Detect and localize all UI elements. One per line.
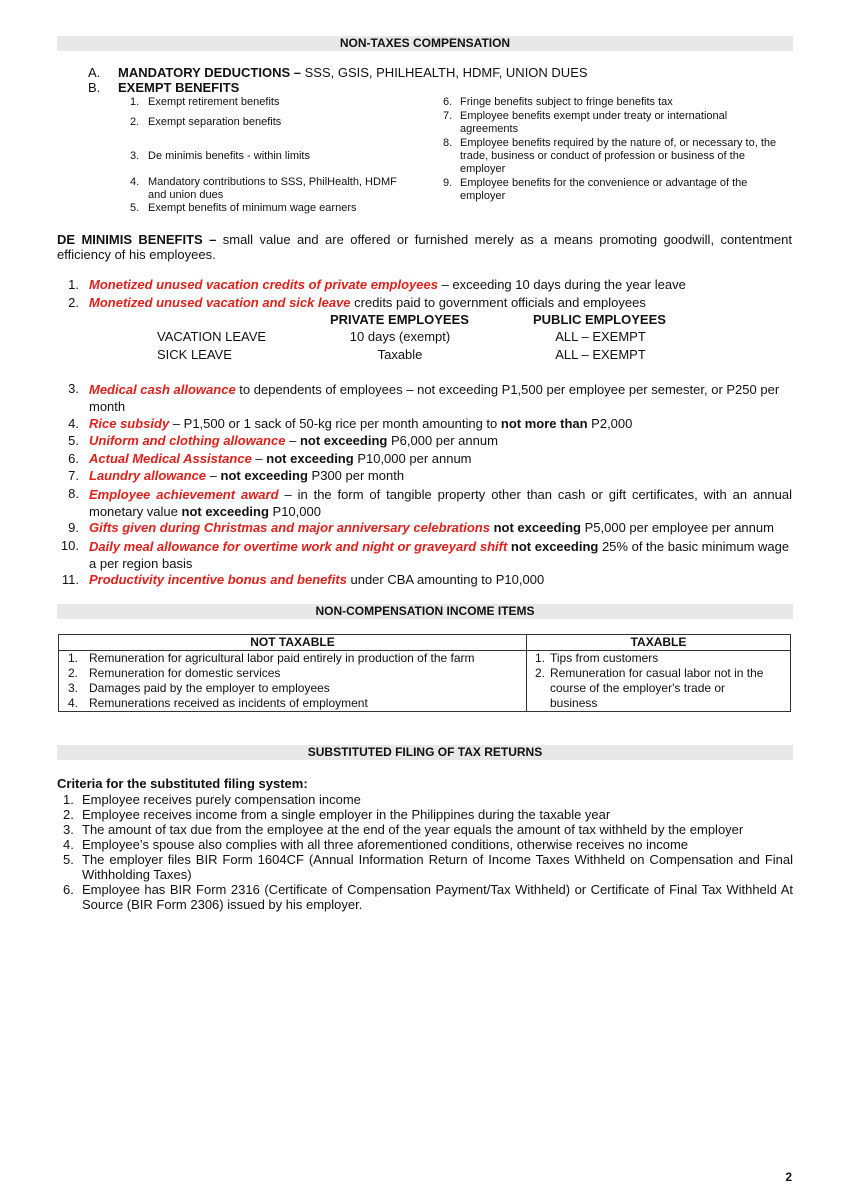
item-red: Monetized unused vacation and sick leave	[89, 295, 351, 310]
leave-row-public: ALL – EXEMPT	[555, 347, 646, 362]
item-bold: not more than	[500, 416, 588, 431]
leave-col-private: PRIVATE EMPLOYEES	[330, 312, 469, 327]
list-item	[57, 852, 793, 882]
item-text2: P10,000 per annum	[353, 451, 472, 466]
section-header-substituted: SUBSTITUTED FILING OF TAX RETURNS	[57, 745, 793, 760]
leave-row-private: Taxable	[377, 347, 423, 362]
list-item	[57, 837, 793, 852]
leave-row-label: VACATION LEAVE	[157, 329, 267, 344]
item-red: Employee achievement award	[89, 487, 279, 502]
list-item	[65, 681, 520, 696]
list-number: 4.	[68, 696, 79, 710]
exempt-item-8: Employee benefits required by the nature of, or necessary to, the trade, business or conduct of profession or business of the employer	[460, 137, 777, 175]
item-number: 2.	[68, 295, 79, 310]
item-number: 1.	[68, 277, 79, 292]
exempt-title: EXEMPT BENEFITS	[118, 80, 240, 95]
list-number: 2.	[63, 807, 74, 822]
item-text2: P2,000	[587, 416, 633, 431]
list-item	[57, 792, 793, 807]
list-text: Employee receives income from a single employer in the Philippines during the taxable year	[82, 807, 611, 822]
item-bold: not exceeding	[181, 504, 269, 519]
item-red: Monetized unused vacation credits of private employees	[89, 277, 438, 292]
exempt-item-6: Fringe benefits subject to fringe benefits tax	[460, 96, 673, 108]
benefit-item-5	[57, 433, 792, 448]
benefit-item-1	[57, 277, 792, 292]
leave-row-private: 10 days (exempt)	[349, 329, 451, 344]
exempt-item-1: Exempt retirement benefits	[148, 96, 280, 108]
list-item	[533, 651, 784, 666]
list-number: 3.	[68, 681, 79, 695]
benefit-item-3	[57, 381, 792, 415]
item-red: Gifts given during Christmas and major anniversary celebrations	[89, 520, 490, 535]
exempt-num-9: 9.	[443, 177, 453, 189]
item-text: –	[285, 433, 300, 448]
exempt-num-5: 5.	[130, 202, 140, 214]
item-bold: not exceeding	[510, 539, 599, 554]
deminimis-desc: small value and are offered or furnished merely as a means promoting goodwill, contentment efficiency of his employees.	[57, 232, 792, 262]
exempt-num-3: 3.	[130, 150, 140, 162]
exempt-num-4: 4.	[130, 176, 140, 188]
exempt-num-2: 2.	[130, 116, 140, 128]
exempt-item-2: Exempt separation benefits	[148, 116, 282, 128]
item-number: 10.	[60, 538, 79, 553]
not-taxable-header: NOT TAXABLE	[59, 635, 527, 651]
list-item	[57, 822, 793, 837]
deminimis-paragraph	[57, 232, 792, 262]
item-number: 9.	[68, 520, 79, 535]
taxable-cell	[527, 651, 791, 712]
list-text: Employee receives purely compensation income	[82, 792, 361, 807]
list-item	[57, 807, 793, 822]
item-text: –	[251, 451, 267, 466]
item-red: Uniform and clothing allowance	[89, 433, 286, 448]
list-text: The amount of tax due from the employee at the end of the year equals the amount of tax withheld by the employer	[82, 822, 744, 837]
benefit-item-7	[57, 468, 792, 483]
item-text: credits paid to government officials and employees	[350, 295, 646, 310]
item-text: – in the form of tangible property other than cash or gift certificates, with an annual monetary value	[89, 487, 792, 519]
list-text: Employee has BIR Form 2316 (Certificate of Compensation Payment/Tax Withheld) or Certificate of Final Tax Withheld At Source (BIR Form 2306) issued by his employer.	[82, 882, 793, 912]
list-text: Remuneration for casual labor not in the course of the employer's trade or business	[550, 666, 764, 710]
item-red: Laundry allowance	[89, 468, 207, 483]
list-item	[533, 666, 784, 711]
criteria-title: Criteria for the substituted filing system:	[57, 776, 308, 791]
item-red: Daily meal allowance for overtime work and night or graveyard shift	[89, 539, 508, 554]
deminimis-title: DE MINIMIS BENEFITS –	[57, 232, 217, 247]
item-number: 5.	[68, 433, 79, 448]
exempt-item-3: De minimis benefits - within limits	[148, 150, 310, 162]
benefit-item-4	[57, 416, 792, 431]
list-number: 2.	[535, 666, 546, 680]
benefit-item-10	[57, 538, 792, 572]
exempt-item-7: Employee benefits exempt under treaty or international agreements	[460, 110, 728, 135]
exempt-item-9: Employee benefits for the convenience or advantage of the employer	[460, 177, 748, 202]
item-red: Actual Medical Assistance	[89, 451, 252, 466]
item-text2: P5,000 per employee per annum	[581, 520, 774, 535]
mandatory-text: SSS, GSIS, PHILHEALTH, HDMF, UNION DUES	[304, 65, 588, 80]
section-header-nontax: NON-TAXES COMPENSATION	[57, 36, 793, 51]
exempt-num-1: 1.	[130, 96, 140, 108]
exempt-item-5: Exempt benefits of minimum wage earners	[148, 202, 357, 214]
item-text: – P1,500 or 1 sack of 50-kg rice per month amounting to	[169, 416, 501, 431]
list-number: 6.	[63, 882, 74, 897]
item-red: Productivity incentive bonus and benefits	[89, 572, 347, 587]
item-number: 7.	[68, 468, 79, 483]
item-text2: P6,000 per annum	[387, 433, 498, 448]
benefit-item-6	[57, 451, 792, 466]
list-number: 2.	[68, 666, 79, 680]
list-text: Remunerations received as incidents of employment	[89, 696, 368, 710]
exempt-item-4: Mandatory contributions to SSS, PhilHealth, HDMF and union dues	[148, 176, 397, 201]
item-text2: P300 per month	[307, 468, 405, 483]
mandatory-deductions	[118, 65, 718, 80]
not-taxable-cell	[59, 651, 527, 712]
item-number: 4.	[68, 416, 79, 431]
list-text: Employee’s spouse also complies with all three aforementioned conditions, otherwise receives no income	[82, 837, 689, 852]
item-text: to dependents of employees – not exceeding P1,500 per employee per semester, or P250 per month	[89, 382, 780, 414]
item-red: Rice subsidy	[89, 416, 170, 431]
list-number: 3.	[63, 822, 74, 837]
list-text: Tips from customers	[550, 651, 659, 665]
item-text2: P10,000	[268, 504, 321, 519]
list-number: 4.	[63, 837, 74, 852]
exempt-num-6: 6.	[443, 96, 453, 108]
item-bold: not exceeding	[220, 468, 308, 483]
list-item	[57, 882, 793, 912]
list-text: Damages paid by the employer to employees	[89, 681, 330, 695]
item-number: 6.	[68, 451, 79, 466]
list-number: 5.	[63, 852, 74, 867]
item-bold: not exceeding	[266, 451, 354, 466]
list-number: 1.	[535, 651, 546, 665]
item-bold: not exceeding	[493, 520, 581, 535]
item-red: Medical cash allowance	[89, 382, 236, 397]
list-item	[65, 651, 520, 666]
leave-row-public: ALL – EXEMPT	[555, 329, 646, 344]
page-number: 2	[785, 1170, 792, 1184]
exempt-num-7: 7.	[443, 110, 453, 122]
list-text: Remuneration for agricultural labor paid entirely in production of the farm	[89, 651, 475, 665]
mandatory-letter: A.	[88, 65, 101, 80]
item-text: –	[206, 468, 221, 483]
exempt-letter: B.	[88, 80, 101, 95]
exempt-num-8: 8.	[443, 137, 453, 149]
benefit-item-2	[57, 295, 792, 310]
benefit-item-9	[57, 520, 792, 535]
list-number: 1.	[63, 792, 74, 807]
leave-row-label: SICK LEAVE	[157, 347, 232, 362]
list-number: 1.	[68, 651, 79, 665]
list-text: Remuneration for domestic services	[89, 666, 281, 680]
taxable-header: TAXABLE	[527, 635, 791, 651]
benefit-item-8	[57, 486, 792, 520]
item-number: 3.	[68, 381, 79, 396]
list-item	[65, 666, 520, 681]
item-text: – exceeding 10 days during the year leave	[437, 277, 686, 292]
list-text: The employer files BIR Form 1604CF (Annual Information Return of Income Taxes Withheld on Compensation and Final Withholding Taxes)	[82, 852, 793, 882]
benefit-item-11	[57, 572, 792, 587]
item-number: 8.	[68, 486, 79, 501]
item-bold: not exceeding	[299, 433, 388, 448]
item-text2: 25% of the basic minimum wage a per region basis	[89, 539, 790, 571]
section-header-noncomp: NON-COMPENSATION INCOME ITEMS	[57, 604, 793, 619]
item-number: 11.	[61, 572, 79, 587]
item-text: under CBA amounting to P10,000	[346, 572, 545, 587]
mandatory-title: MANDATORY DEDUCTIONS –	[118, 65, 301, 80]
leave-col-public: PUBLIC EMPLOYEES	[533, 312, 666, 327]
list-item	[65, 696, 520, 711]
noncomp-table	[58, 634, 791, 712]
criteria-list	[57, 792, 793, 912]
